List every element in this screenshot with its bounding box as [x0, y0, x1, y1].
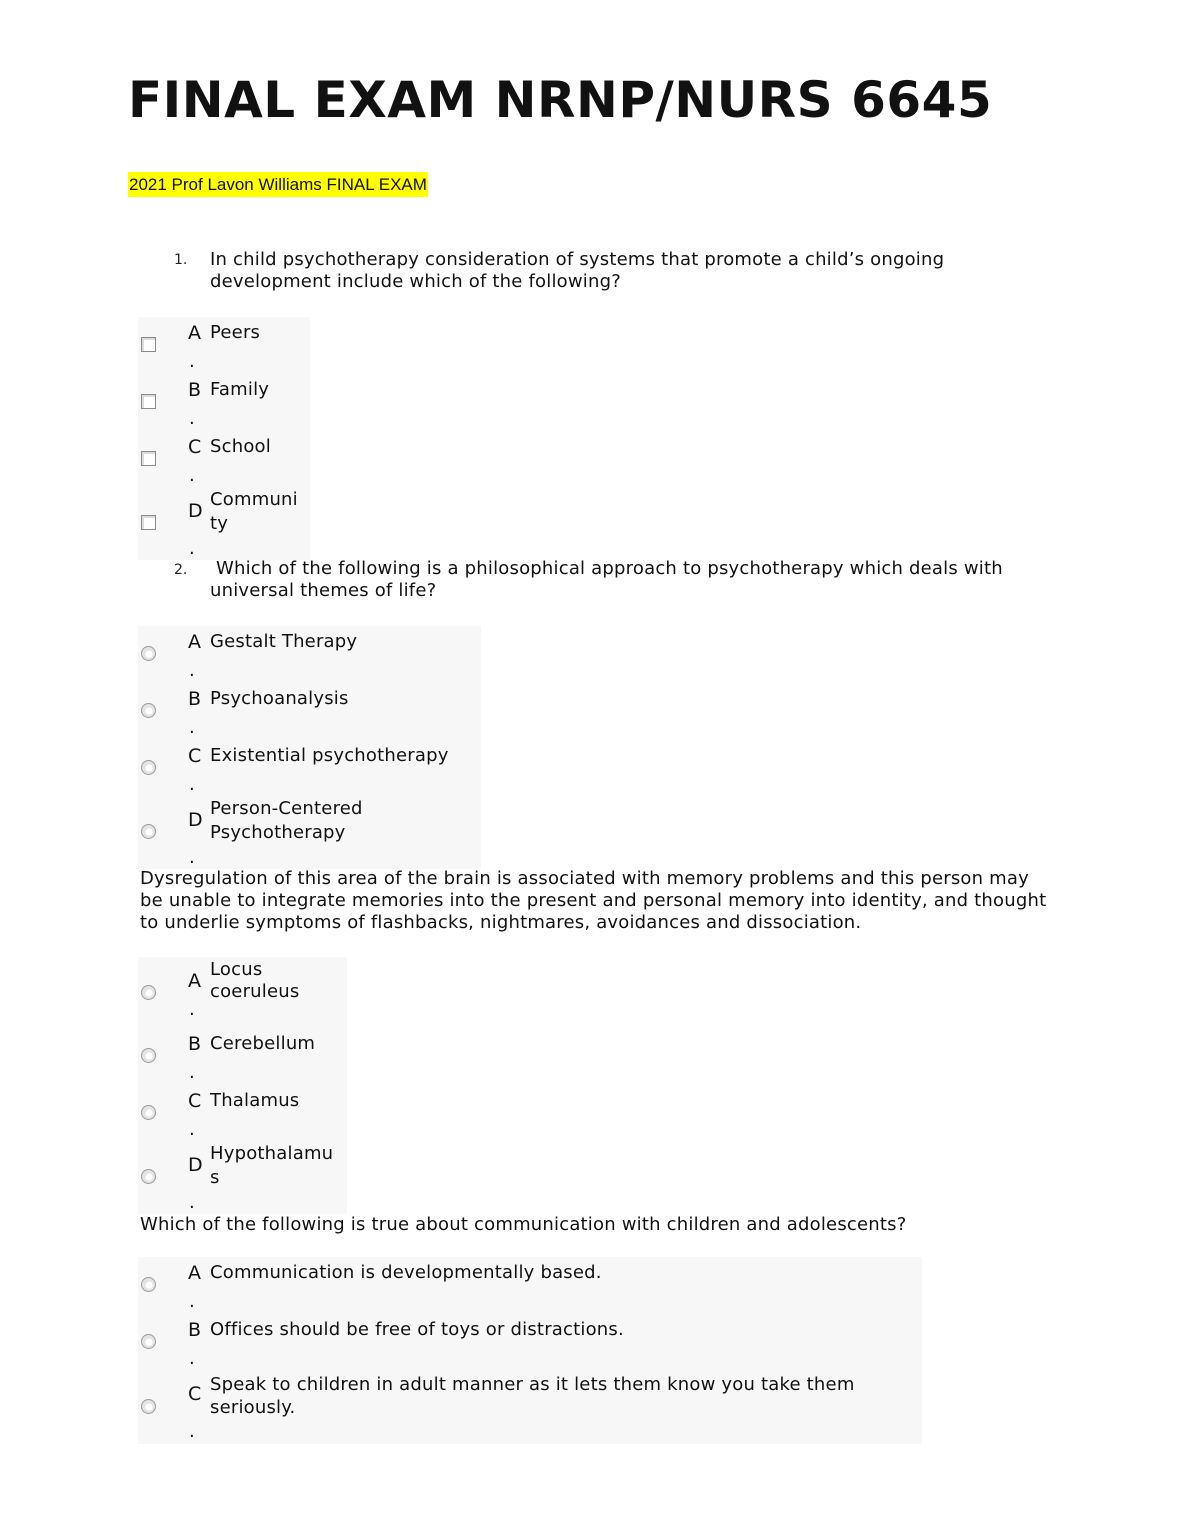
question-text: In child psychotherapy consideration of systems that promote a child’s ongoing development include which of the following? [210, 249, 945, 292]
radio-button[interactable] [141, 646, 156, 661]
answer-options [138, 1257, 922, 1444]
radio-button[interactable] [141, 1105, 156, 1120]
radio-button[interactable] [141, 760, 156, 775]
radio-button[interactable] [141, 1048, 156, 1063]
option-text: Thalamus [210, 1090, 300, 1111]
option-text: Person-Centered Psychotherapy [210, 798, 363, 843]
option-text: Cerebellum [210, 1033, 316, 1054]
option-letter: D [188, 500, 203, 522]
checkbox[interactable] [141, 451, 156, 466]
option-text: Gestalt Therapy [210, 631, 358, 652]
option-letter: C [188, 745, 202, 767]
option-letter: C [188, 436, 202, 458]
option-text: Family [210, 379, 270, 400]
option-letter-dot: . [189, 538, 195, 559]
option-letter-dot: . [189, 465, 195, 486]
option-letter: D [188, 1154, 203, 1176]
option-letter-dot: . [189, 351, 195, 372]
question-text: Which of the following is a philosophical approach to psychotherapy which deals with universal themes of life? [210, 558, 1003, 601]
option-letter: B [188, 688, 202, 710]
option-letter: C [188, 1090, 202, 1112]
option-text: Hypothalamus [210, 1143, 334, 1188]
option-letter-dot: . [189, 717, 195, 738]
option-text: Community [210, 489, 298, 534]
option-letter-dot: . [189, 1062, 195, 1083]
option-letter: D [188, 809, 203, 831]
option-text: Communication is developmentally based. [210, 1262, 602, 1283]
answer-option-a[interactable] [138, 317, 310, 374]
answer-options [138, 626, 481, 869]
option-letter: B [188, 1319, 202, 1341]
option-letter: A [188, 322, 201, 344]
option-text: Psychoanalysis [210, 688, 349, 709]
option-letter-dot: . [189, 1291, 195, 1312]
answer-option-b[interactable] [138, 374, 310, 431]
option-text: Speak to children in adult manner as it lets them know you take them seriously. [210, 1374, 855, 1418]
answer-options [138, 957, 347, 1214]
option-text: Existential psychotherapy [210, 745, 449, 766]
option-text: Peers [210, 322, 261, 343]
question-text: Which of the following is true about communication with children and adolescents? [140, 1214, 907, 1235]
option-letter-dot: . [189, 408, 195, 429]
question-text: Dysregulation of this area of the brain is associated with memory problems and this person may be unable to integrate memories into the present and personal memory into identity, and thought to underlie symptoms of flashbacks, nightmares, avoidances and dissociation. [140, 868, 1047, 933]
radio-button[interactable] [141, 824, 156, 839]
exam-subtitle-highlight: 2021 Prof Lavon Williams FINAL EXAM [128, 172, 428, 197]
radio-button[interactable] [141, 1399, 156, 1414]
answer-option-c[interactable] [138, 1085, 347, 1142]
option-letter-dot: . [189, 847, 195, 868]
answer-option-c[interactable] [138, 1371, 922, 1444]
option-letter-dot: . [189, 774, 195, 795]
radio-button[interactable] [141, 985, 156, 1000]
radio-button[interactable] [141, 703, 156, 718]
question-number: 2. [174, 562, 188, 578]
document-title: FINAL EXAM NRNP/NURS 6645 [128, 71, 993, 129]
option-letter: A [188, 631, 201, 653]
answer-option-a[interactable] [138, 626, 481, 683]
option-letter-dot: . [189, 999, 195, 1020]
checkbox[interactable] [141, 337, 156, 352]
option-text: Locus coeruleus [210, 959, 300, 1002]
option-letter-dot: . [189, 660, 195, 681]
answer-options [138, 317, 310, 560]
checkbox[interactable] [141, 394, 156, 409]
question-number: 1. [174, 252, 188, 268]
answer-option-d[interactable] [138, 488, 310, 560]
option-text: School [210, 436, 271, 457]
answer-option-a[interactable] [138, 1257, 922, 1314]
answer-option-a[interactable] [138, 957, 347, 1028]
option-letter: B [188, 1033, 202, 1055]
answer-option-d[interactable] [138, 797, 481, 869]
option-letter-dot: . [189, 1192, 195, 1213]
option-letter: A [188, 970, 201, 992]
option-text: Offices should be free of toys or distractions. [210, 1319, 624, 1340]
answer-option-c[interactable] [138, 740, 481, 797]
answer-option-c[interactable] [138, 431, 310, 488]
option-letter-dot: . [189, 1119, 195, 1140]
answer-option-d[interactable] [138, 1142, 347, 1214]
option-letter: A [188, 1262, 201, 1284]
option-letter: C [188, 1383, 202, 1405]
option-letter: B [188, 379, 202, 401]
option-letter-dot: . [189, 1348, 195, 1369]
answer-option-b[interactable] [138, 1028, 347, 1085]
radio-button[interactable] [141, 1277, 156, 1292]
answer-option-b[interactable] [138, 1314, 922, 1371]
radio-button[interactable] [141, 1334, 156, 1349]
radio-button[interactable] [141, 1169, 156, 1184]
answer-option-b[interactable] [138, 683, 481, 740]
option-letter-dot: . [189, 1421, 195, 1442]
checkbox[interactable] [141, 515, 156, 530]
